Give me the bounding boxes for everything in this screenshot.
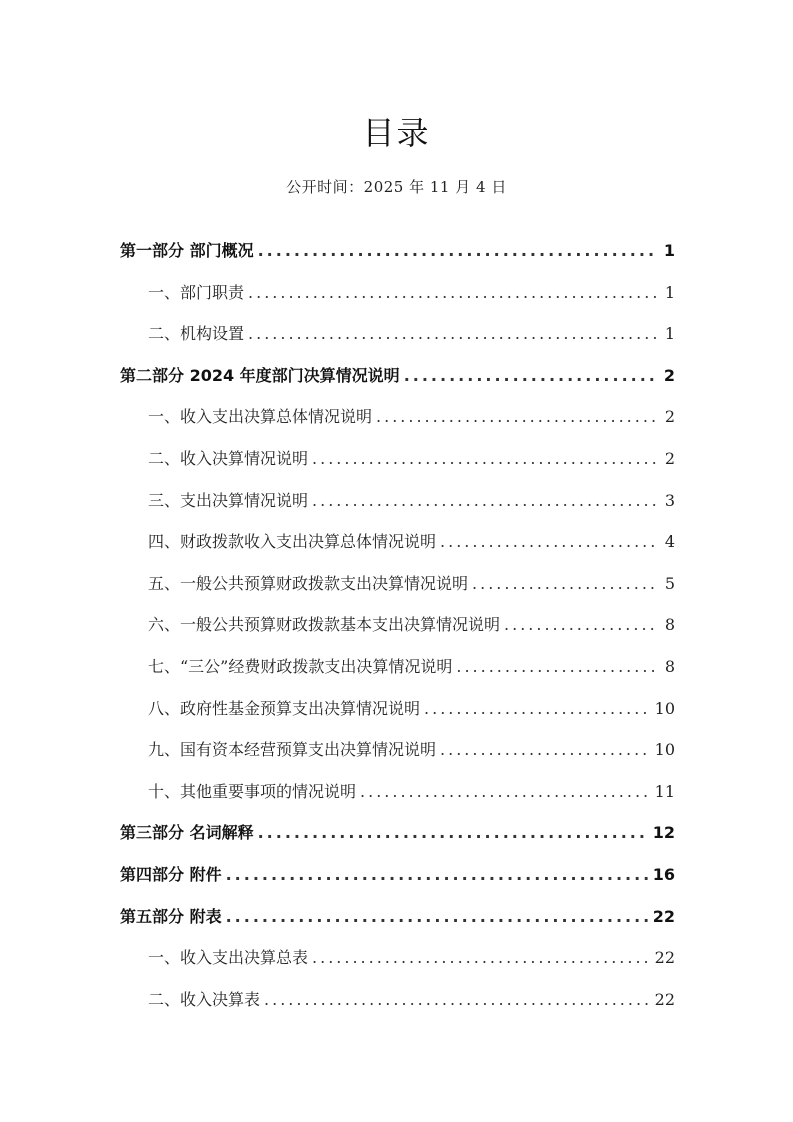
toc-entry-label: 十、其他重要事项的情况说明 bbox=[148, 781, 357, 801]
toc-entry-label: 二、收入决算情况说明 bbox=[148, 448, 309, 468]
toc-leader-dots bbox=[312, 438, 657, 480]
toc-entry-page: 1 bbox=[664, 282, 675, 302]
toc-leader-dots bbox=[504, 604, 657, 646]
toc-entry-label: 第三部分 名词解释 bbox=[120, 823, 254, 843]
toc-leader-dots bbox=[472, 563, 657, 605]
toc-leader-dots bbox=[312, 937, 651, 979]
toc-entry-label: 四、财政拨款收入支出决算总体情况说明 bbox=[148, 532, 437, 552]
toc-entry[interactable] bbox=[120, 896, 675, 938]
toc-entry-label: 二、机构设置 bbox=[148, 324, 245, 344]
toc-entry[interactable] bbox=[120, 854, 675, 896]
toc-entry-label: 六、一般公共预算财政拨款基本支出决算情况说明 bbox=[148, 615, 501, 635]
toc-entry[interactable] bbox=[120, 937, 675, 979]
toc-entry-page: 1 bbox=[664, 324, 675, 344]
toc-leader-dots bbox=[404, 355, 657, 397]
toc-entry-page: 5 bbox=[664, 573, 675, 593]
toc-entry-label: 第二部分 2024 年度部门决算情况说明 bbox=[120, 365, 400, 385]
toc-leader-dots bbox=[264, 979, 651, 1021]
toc-entry-page: 2 bbox=[663, 365, 675, 385]
toc-leader-dots bbox=[258, 812, 649, 854]
toc-entry-label: 第四部分 附件 bbox=[120, 864, 222, 884]
toc-entry-page: 4 bbox=[664, 532, 675, 552]
toc-entry-page: 22 bbox=[652, 906, 675, 926]
toc-leader-dots bbox=[424, 688, 651, 730]
toc-entry[interactable] bbox=[120, 771, 675, 813]
toc-entry-label: 九、国有资本经营预算支出决算情况说明 bbox=[148, 740, 437, 760]
toc-entry-page: 22 bbox=[654, 989, 675, 1009]
toc-entry[interactable] bbox=[120, 396, 675, 438]
toc-entry-page: 2 bbox=[664, 448, 675, 468]
toc-leader-dots bbox=[440, 521, 657, 563]
toc-entry[interactable] bbox=[120, 480, 675, 522]
toc-leader-dots bbox=[376, 396, 657, 438]
toc-entry-label: 五、一般公共预算财政拨款支出决算情况说明 bbox=[148, 573, 469, 593]
toc-entry-page: 2 bbox=[664, 407, 675, 427]
toc-entry-page: 16 bbox=[652, 864, 675, 884]
toc-entry-label: 二、收入决算表 bbox=[148, 989, 261, 1009]
toc-entry-page: 8 bbox=[664, 656, 675, 676]
publication-date: 公开时间：2025 年 11 月 4 日 bbox=[286, 178, 507, 196]
table-of-contents bbox=[120, 230, 675, 1020]
toc-leader-dots bbox=[226, 896, 649, 938]
toc-entry-label: 七、“三公”经费财政拨款支出决算情况说明 bbox=[148, 656, 453, 676]
toc-entry[interactable] bbox=[120, 563, 675, 605]
toc-entry[interactable] bbox=[120, 604, 675, 646]
toc-entry[interactable] bbox=[120, 272, 675, 314]
toc-entry[interactable] bbox=[120, 230, 675, 272]
toc-entry-page: 22 bbox=[654, 948, 675, 968]
toc-entry-page: 8 bbox=[664, 615, 675, 635]
toc-entry-label: 一、部门职责 bbox=[148, 282, 245, 302]
toc-leader-dots bbox=[248, 313, 657, 355]
toc-entry[interactable] bbox=[120, 979, 675, 1021]
toc-entry-page: 12 bbox=[652, 823, 675, 843]
toc-entry[interactable] bbox=[120, 688, 675, 730]
toc-entry[interactable] bbox=[120, 521, 675, 563]
page-title: 目录 bbox=[362, 114, 431, 152]
toc-entry-page: 10 bbox=[654, 740, 675, 760]
toc-entry-page: 1 bbox=[663, 241, 675, 260]
toc-entry-label: 第一部分 部门概况 bbox=[120, 241, 254, 260]
toc-entry[interactable] bbox=[120, 812, 675, 854]
toc-leader-dots bbox=[360, 771, 651, 813]
toc-leader-dots bbox=[248, 272, 657, 314]
toc-entry-label: 一、收入支出决算总表 bbox=[148, 948, 309, 968]
toc-entry[interactable] bbox=[120, 313, 675, 355]
toc-entry-page: 10 bbox=[654, 698, 675, 718]
toc-entry-label: 一、收入支出决算总体情况说明 bbox=[148, 407, 373, 427]
toc-leader-dots bbox=[456, 646, 657, 688]
toc-entry-label: 八、政府性基金预算支出决算情况说明 bbox=[148, 698, 421, 718]
toc-leader-dots bbox=[440, 729, 651, 771]
toc-leader-dots bbox=[312, 480, 657, 522]
toc-entry-label: 三、支出决算情况说明 bbox=[148, 490, 309, 510]
toc-entry[interactable] bbox=[120, 355, 675, 397]
toc-entry-label: 第五部分 附表 bbox=[120, 906, 222, 926]
toc-leader-dots bbox=[226, 854, 649, 896]
toc-entry[interactable] bbox=[120, 438, 675, 480]
toc-entry[interactable] bbox=[120, 646, 675, 688]
toc-entry[interactable] bbox=[120, 729, 675, 771]
toc-entry-page: 11 bbox=[654, 781, 675, 801]
toc-entry-page: 3 bbox=[664, 490, 675, 510]
toc-leader-dots bbox=[258, 230, 657, 272]
